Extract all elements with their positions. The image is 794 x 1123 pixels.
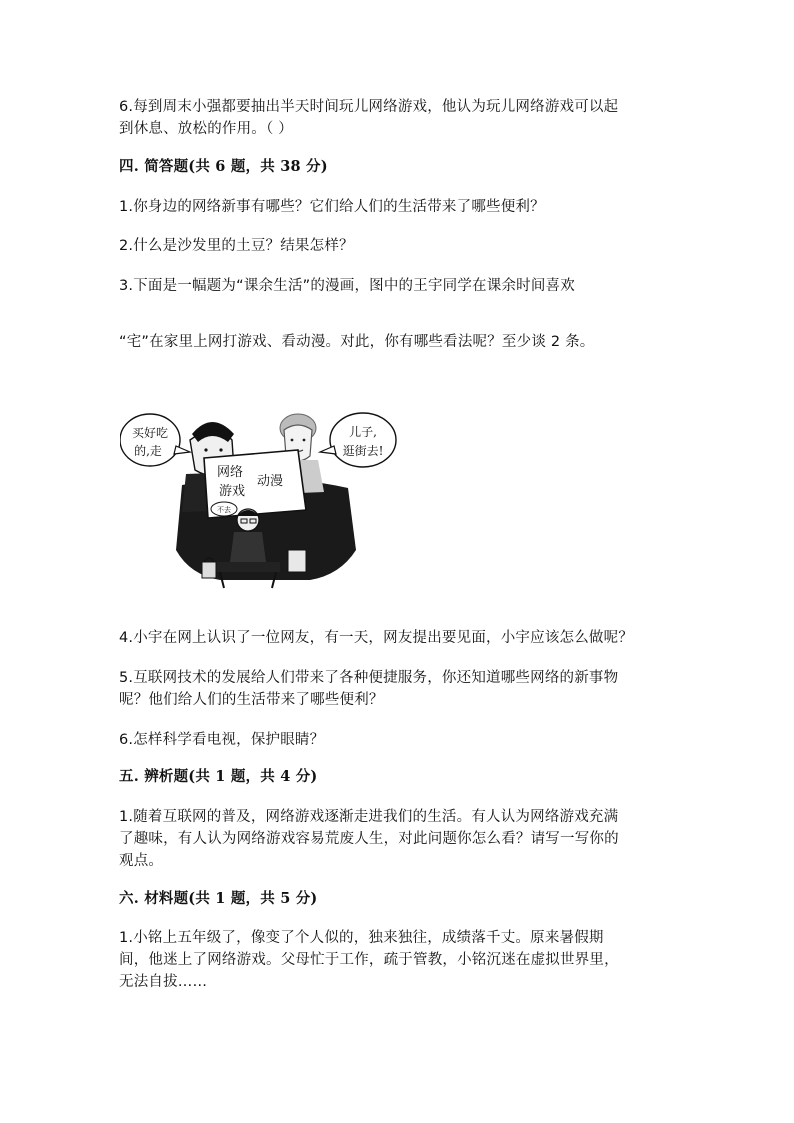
s4-question-5-line2: 呢？他们给人们的生活带来了哪些便利？	[119, 692, 384, 708]
q6-text-line1: 6.每到周末小强都要抽出半天时间玩儿网络游戏，他认为玩儿网络游戏可以起	[119, 99, 619, 115]
section5-heading: 五. 辨析题(共 1 题，共 4 分)	[119, 768, 318, 785]
cartoon-image	[120, 400, 410, 605]
boy-tag-text: 不去	[217, 506, 231, 514]
s6-question-1-line2: 间，他迷上了网络游戏。父母忙于工作，疏于管教，小铭沉迷在虚拟世界里，	[119, 952, 619, 968]
s4-question-4: 4.小宇在网上认识了一位网友，有一天，网友提出要见面，小宇应该怎么做呢？	[119, 630, 634, 646]
s6-question-1-line3: 无法自拔……	[119, 974, 208, 990]
s5-question-1-line3: 观点。	[119, 853, 164, 869]
father-speech-bubble	[120, 414, 190, 466]
screen-text-game-line1: 网络	[216, 465, 244, 480]
father-bubble-line2: 的,走	[134, 444, 162, 458]
s4-question-6: 6.怎样科学看电视，保护眼睛？	[119, 732, 325, 748]
s4-question-5-line1: 5.互联网技术的发展给人们带来了各种便捷服务，你还知道哪些网络的新事物	[119, 670, 619, 686]
q6-text-line2: 到休息、放松的作用。（ ）	[119, 121, 293, 137]
screen-text-anime: 动漫	[256, 474, 284, 489]
s4-question-2: 2.什么是沙发里的土豆？结果怎样？	[119, 238, 354, 254]
s4-question-3-line1: 3.下面是一幅题为“课余生活”的漫画，图中的王宇同学在课余时间喜欢	[119, 278, 575, 294]
s4-question-1: 1.你身边的网络新事有哪些？它们给人们的生活带来了哪些便利？	[119, 199, 545, 215]
mother-speech-bubble	[320, 413, 396, 467]
s6-question-1-line1: 1.小铭上五年级了，像变了个人似的，独来独往，成绩落千丈。原来暑假期	[119, 930, 604, 946]
section4-heading: 四. 简答题(共 6 题，共 38 分)	[119, 158, 328, 175]
mother-bubble-line2: 逛街去!	[342, 444, 384, 458]
section6-heading: 六. 材料题(共 1 题，共 5 分)	[119, 890, 318, 907]
s4-question-3-line2: “宅”在家里上网打游戏、看动漫。对此，你有哪些看法呢？至少谈 2 条。	[119, 334, 595, 350]
father-bubble-line1: 买好吃	[131, 426, 169, 440]
screen-text-game-line2: 游戏	[218, 484, 246, 499]
s5-question-1-line2: 了趣味，有人认为网络游戏容易荒废人生，对此问题你怎么看？请写一写你的	[119, 831, 619, 847]
s5-question-1-line1: 1.随着互联网的普及，网络游戏逐渐走进我们的生活。有人认为网络游戏充满	[119, 809, 619, 825]
mother-bubble-line1: 儿子,	[349, 425, 377, 439]
